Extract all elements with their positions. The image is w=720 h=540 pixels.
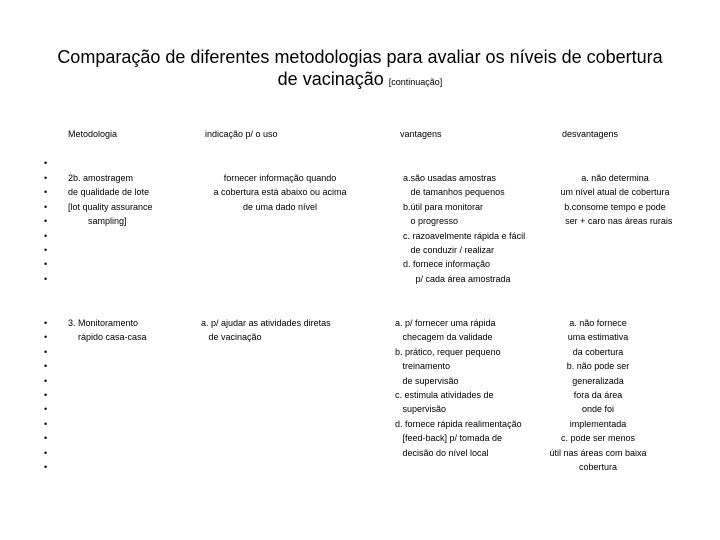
bullet: • — [44, 318, 48, 328]
text-line: útil nas áreas com baixa — [549, 447, 647, 458]
text-line: onde foi — [581, 404, 615, 415]
bullet: • — [44, 173, 48, 183]
text-line: de tamanhos pequenos — [403, 187, 505, 198]
text-line: de conduzir / realizar — [403, 244, 495, 255]
text-line: [lot quality assurance — [68, 201, 153, 212]
bullet: • — [44, 389, 48, 400]
text-line: um nível atual de cobertura — [560, 187, 670, 198]
text-line: c. estimula atividades de — [395, 389, 494, 400]
block1-indicacao — [200, 171, 360, 214]
text-line: a cobertura está abaixo ou acima — [213, 187, 347, 198]
block2-bullets — [44, 316, 52, 474]
text-line: [feed-back] p/ tomada de — [395, 433, 503, 444]
bullet: • — [44, 332, 48, 343]
text-line: de qualidade de lote — [68, 187, 150, 198]
text-line: c. pode ser menos — [560, 433, 636, 444]
text-line: cobertura — [578, 461, 618, 472]
text-line: 2b. amostragem — [68, 173, 134, 183]
text-line: sampling] — [68, 216, 127, 227]
text-line: de uma dado nível — [242, 201, 318, 212]
bullet: • — [44, 216, 48, 227]
text-line: b. não pode ser — [566, 361, 630, 372]
text-line: treinamento — [395, 361, 451, 372]
text-line: b.consome tempo e pode — [564, 201, 666, 212]
bullet: • — [44, 433, 48, 444]
block2-vantagens — [395, 316, 550, 460]
text-line: a.são usadas amostras — [403, 173, 497, 183]
text-line: de vacinação — [201, 332, 262, 343]
block2-indicacao — [201, 316, 361, 345]
header-desvantagens: desvantagens — [562, 129, 619, 139]
bullet: • — [44, 404, 48, 415]
bullet: • — [44, 230, 48, 241]
text-line: a. p/ fornecer uma rápida — [395, 318, 496, 328]
text-line: generalizada — [572, 375, 624, 386]
text-line: d. fornece informação — [403, 259, 491, 270]
bullet: • — [44, 157, 48, 168]
bullet: • — [44, 259, 48, 270]
bullet: • — [44, 461, 48, 472]
text-line: da cobertura — [572, 346, 624, 357]
text-line: b. prático, requer pequeno — [395, 346, 501, 357]
header-metodologia: Metodologia — [68, 129, 118, 139]
block1-bullets — [44, 171, 52, 286]
bullet: • — [44, 447, 48, 458]
text-line: decisão do nível local — [395, 447, 489, 458]
block1-desvantagens — [545, 171, 685, 229]
bullet: • — [44, 244, 48, 255]
text-line: supervisão — [395, 404, 447, 415]
text-line: a. não determina — [581, 173, 649, 183]
text-line: 3. Monitoramento — [68, 318, 139, 328]
bullet: • — [44, 187, 48, 198]
text-line: implementada — [569, 418, 627, 429]
bullet: • — [44, 375, 48, 386]
block1-vantagens — [403, 171, 558, 286]
text-line: fora da área — [573, 389, 623, 400]
text-line: o progresso — [403, 216, 459, 227]
text-line: uma estimativa — [567, 332, 629, 343]
block1-metodologia — [68, 171, 188, 229]
bullet: • — [44, 346, 48, 357]
title-line-2-text: de vacinação — [277, 69, 384, 89]
block2-metodologia — [68, 316, 188, 345]
text-line: a. p/ ajudar as atividades diretas — [201, 318, 331, 328]
slide-title — [40, 46, 680, 93]
title-line-2 — [40, 68, 680, 93]
header-vantagens: vantagens — [400, 129, 442, 139]
text-line: de supervisão — [395, 375, 459, 386]
bullet: • — [44, 273, 48, 284]
text-line: ser + caro nas áreas rurais — [557, 216, 673, 227]
header-indicacao: indicação p/ o uso — [205, 129, 278, 139]
text-line: checagem da validade — [395, 332, 493, 343]
text-line: c. razoavelmente rápida e fácil — [403, 230, 526, 241]
block2-desvantagens — [528, 316, 668, 474]
bullet: • — [44, 361, 48, 372]
title-suffix: [continuação] — [388, 77, 443, 87]
text-line: b.útil para monitorar — [403, 201, 484, 212]
text-line: p/ cada área amostrada — [403, 273, 511, 284]
text-line: d. fornece rápida realimentação — [395, 418, 522, 429]
bullet: • — [44, 201, 48, 212]
title-line-1: Comparação de diferentes metodologias para avaliar os níveis de cobertura — [57, 47, 663, 67]
text-line: a. não fornece — [569, 318, 627, 328]
text-line: fornecer informação quando — [223, 173, 337, 183]
bullet: • — [44, 418, 48, 429]
text-line: rápido casa-casa — [68, 332, 147, 343]
